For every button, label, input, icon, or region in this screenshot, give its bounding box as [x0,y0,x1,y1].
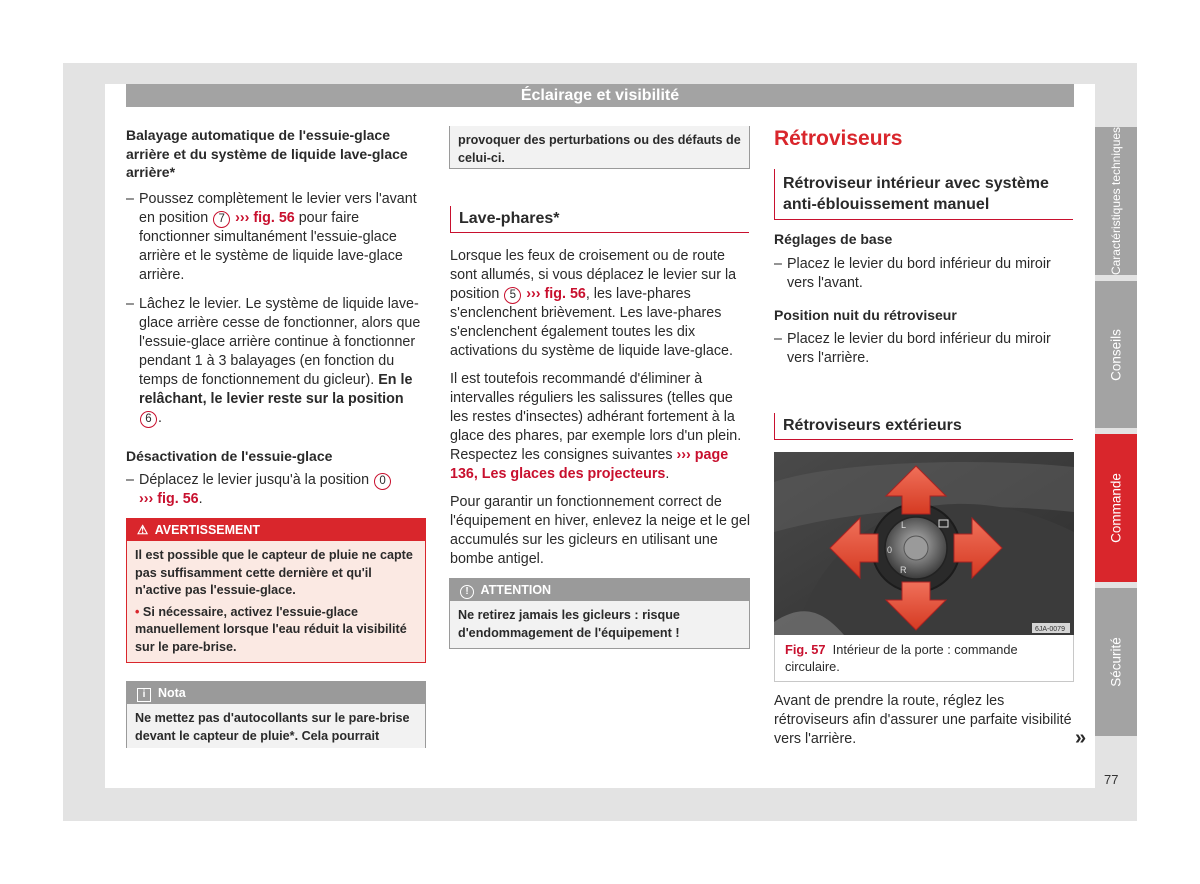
info-icon: i [137,688,151,702]
knob-label-0: 0 [887,545,893,555]
attention-header: ! ATTENTION [450,579,749,601]
heading-deactivation: Désactivation de l'essuie-glace [126,447,333,464]
continue-mark: » [1075,727,1087,749]
paragraph-lave-phares-1: Lorsque les feux de croisement ou de route sont allumés, si vous déplacez le levier sur la position 5 ››› fig. 56, les lave-phares s'enclenchent brièvement. Les lave-phares s'enclenchent également toutes les dix activations du système de liquide lave-glace. [450,248,737,359]
figure-code: 6JA-0079 [1035,626,1065,633]
note-box [126,681,426,748]
subsection-title-interior-mirror: Rétroviseur intérieur avec système anti-éblouissement manuel [774,169,1073,220]
note-body: Ne mettez pas d'autocollants sur le pare-brise devant le capteur de pluie*. Cela pourrait [135,711,410,743]
attention-body: Ne retirez jamais les gicleurs : risque d'endommagement de l'équipement ! [458,608,680,640]
column-2 [450,247,750,569]
link-page-136[interactable]: page 136, Les glaces des projecteurs [450,447,729,482]
paragraph-lave-phares-2: Il est toutefois recommandé d'éliminer à intervalles réguliers les salissures (telles que les restes d'insectes) adhérant fortement à la glace des phares, par exemple lors d'un plein. Respectez les consignes suivantes ››› page 136, Les glaces des projecteurs. [450,371,742,482]
figure-label: Fig. 57 [785,642,826,657]
warning-triangle-icon: ⚠ [137,523,149,537]
door-control-illustration [774,452,1074,635]
warning-header: ⚠ AVERTISSEMENT [127,519,425,541]
bullet-release-lever: – Lâchez le levier. Le système de liquide lave-glace arrière cesse de fonctionner, alors que l'essuie-glace arrière continue à fonctionner pendant 1 à 3 balayages (en fonction du temps de fonctionnement du gicleur). En le relâchant, le levier reste sur la position 6 . [126,295,426,428]
section-title-retroviseurs: Rétroviseurs [774,127,903,150]
paragraph-lave-phares-3: Pour garantir un fonctionnement correct de l'équipement en hiver, enlevez la neige et le gel accumulés sur les gicleurs en utilisant une bombe antigel. [450,494,750,567]
heading-base-settings: Réglages de base [774,231,893,247]
position-circle-6: 6 [140,411,157,428]
ref-arrow: ››› [235,209,250,226]
bullet-push-lever: – Poussez complètement le levier vers l'avant en position 7 ››› fig. 56 pour faire fonctionner simultanément l'essuie-glace arrière et le système de liquide lave-glace arrière. [126,190,426,285]
subsection-title-exterior-mirrors: Rétroviseurs extérieurs [774,413,1073,440]
tab-caracteristiques-techniques[interactable]: Caractéristiques techniques [1095,127,1137,275]
warning-box [126,518,426,663]
page-number: 77 [1104,772,1119,787]
link-fig-56[interactable]: fig. 56 [157,491,199,507]
attention-box [449,578,750,649]
exclamation-circle-icon: ! [460,585,474,599]
warning-body: Il est possible que le capteur de pluie ne capte pas suffisamment cette dernière et qu'il n'active pas l'essuie-glace. • Si nécessaire, activez l'essuie-glace manuellement lorsque l'eau réduit la visibilité sur le pare-brise. [135,548,413,654]
figure-57 [774,452,1074,682]
tab-commande[interactable]: Commande [1095,434,1137,582]
link-fig-56[interactable]: fig. 56 [253,209,295,226]
chapter-header: Éclairage et visibilité [126,84,1074,107]
position-circle-0: 0 [374,473,391,490]
bullet-mirror-forward: – Placez le levier du bord inférieur du miroir vers l'avant. [774,255,1072,293]
position-circle-7: 7 [213,211,230,228]
paragraph-exterior-mirrors: Avant de prendre la route, réglez les rétroviseurs afin d'assurer une parfaite visibilité vers l'arrière. [774,693,1072,747]
tab-securite[interactable]: Sécurité [1095,588,1137,736]
heading-rear-wiper: Balayage automatique de l'essuie-glace arrière et du système de liquide lave-glace arrière* [126,127,408,180]
link-fig-56[interactable]: fig. 56 [544,286,586,302]
figure-caption: Fig. 57 Intérieur de la porte : commande circulaire. [774,635,1074,682]
tab-conseils[interactable]: Conseils [1095,281,1137,428]
bullet-dot-icon: • [135,604,140,619]
section-title-lave-phares: Lave-phares* [450,206,749,233]
bullet-mirror-back: – Placez le levier du bord inférieur du miroir vers l'arrière. [774,330,1072,368]
heading-night-position: Position nuit du rétroviseur [774,306,957,323]
continued-note-box: provoquer des perturbations ou des défauts de celui-ci. [449,126,750,169]
knob-label-l: L [901,520,907,530]
bullet-move-lever: – Déplacez le levier jusqu'à la position 0 ››› fig. 56. [126,471,426,509]
knob-label-r: R [900,565,907,575]
column-1 [126,126,426,509]
column-3 [774,230,1072,368]
note-header: i Nota [127,682,425,704]
position-circle-5: 5 [504,287,521,304]
